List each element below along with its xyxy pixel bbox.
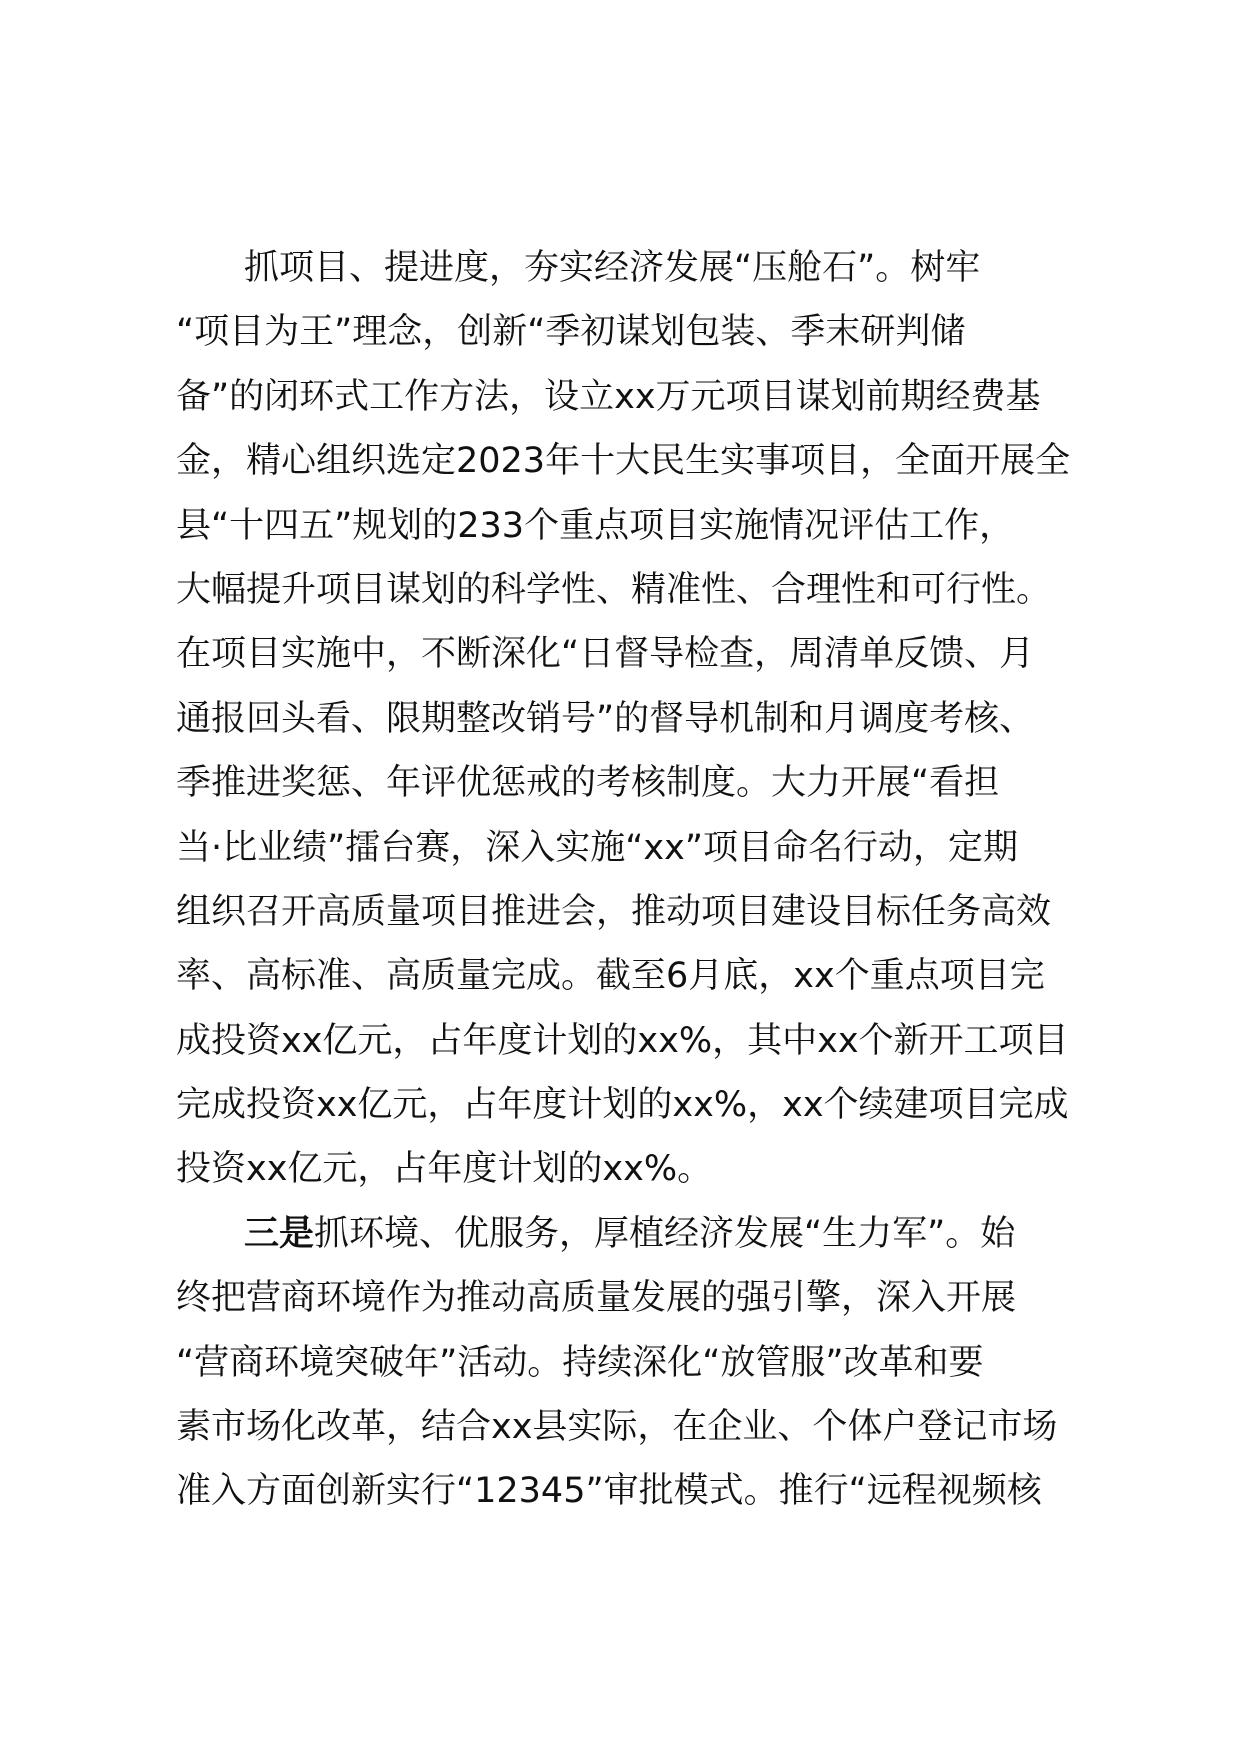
text-line: 当·比业绩”擂台赛，深入实施“xx”项目命名行动，定期 bbox=[176, 827, 1018, 868]
text-line: 金，精心组织选定2023年十大民生实事项目，全面开展全 bbox=[176, 441, 1071, 482]
paragraph-lead: 三是 bbox=[244, 1213, 315, 1254]
text-line: 抓项目、提进度，夯实经济发展“压舱石”。树牢 bbox=[244, 248, 981, 288]
text-line: 县“十四五”规划的233个重点项目实施情况评估工作， bbox=[176, 505, 1015, 546]
text-line: 投资xx亿元，占年度计划的xx%。 bbox=[176, 1149, 713, 1190]
text-line: 在项目实施中，不断深化“日督导检查，周清单反馈、月 bbox=[176, 634, 1035, 675]
text-line: 成投资xx亿元，占年度计划的xx%，其中xx个新开工项目 bbox=[176, 1020, 1069, 1061]
paragraph-project-progress bbox=[176, 236, 1106, 1202]
text-line: 终把营商环境作为推动高质量发展的强引擎，深入开展 bbox=[176, 1278, 1017, 1319]
text-line: 率、高标准、高质量完成。截至6月底，xx个重点项目完 bbox=[176, 956, 1045, 997]
body-text bbox=[176, 236, 1106, 1524]
text-line bbox=[176, 1202, 1106, 1266]
text-line: 准入方面创新实行“12345”审批模式。推行“远程视频核 bbox=[176, 1471, 1042, 1512]
text-line: 组织召开高质量项目推进会，推动项目建设目标任务高效 bbox=[176, 891, 1052, 932]
text-line: 完成投资xx亿元，占年度计划的xx%，xx个续建项目完成 bbox=[176, 1085, 1069, 1126]
text-line: 通报回头看、限期整改销号”的督导机制和月调度考核、 bbox=[176, 698, 1035, 739]
paragraph-business-environment bbox=[176, 1202, 1106, 1524]
text-line: 季推进奖惩、年评优惩戒的考核制度。大力开展“看担 bbox=[176, 763, 1000, 804]
text-line: 素市场化改革，结合xx县实际，在企业、个体户登记市场 bbox=[176, 1407, 1058, 1448]
text-line: “营商环境突破年”活动。持续深化“放管服”改革和要 bbox=[176, 1342, 984, 1383]
text-line: 大幅提升项目谋划的科学性、精准性、合理性和可行性。 bbox=[176, 569, 1052, 610]
text-line: “项目为王”理念，创新“季初谋划包装、季末研判储 bbox=[176, 312, 966, 353]
text-line-rest: 抓环境、优服务，厚植经济发展“生力军”。始 bbox=[314, 1213, 1016, 1254]
text-line: 备”的闭环式工作方法，设立xx万元项目谋划前期经费基 bbox=[176, 376, 1041, 417]
